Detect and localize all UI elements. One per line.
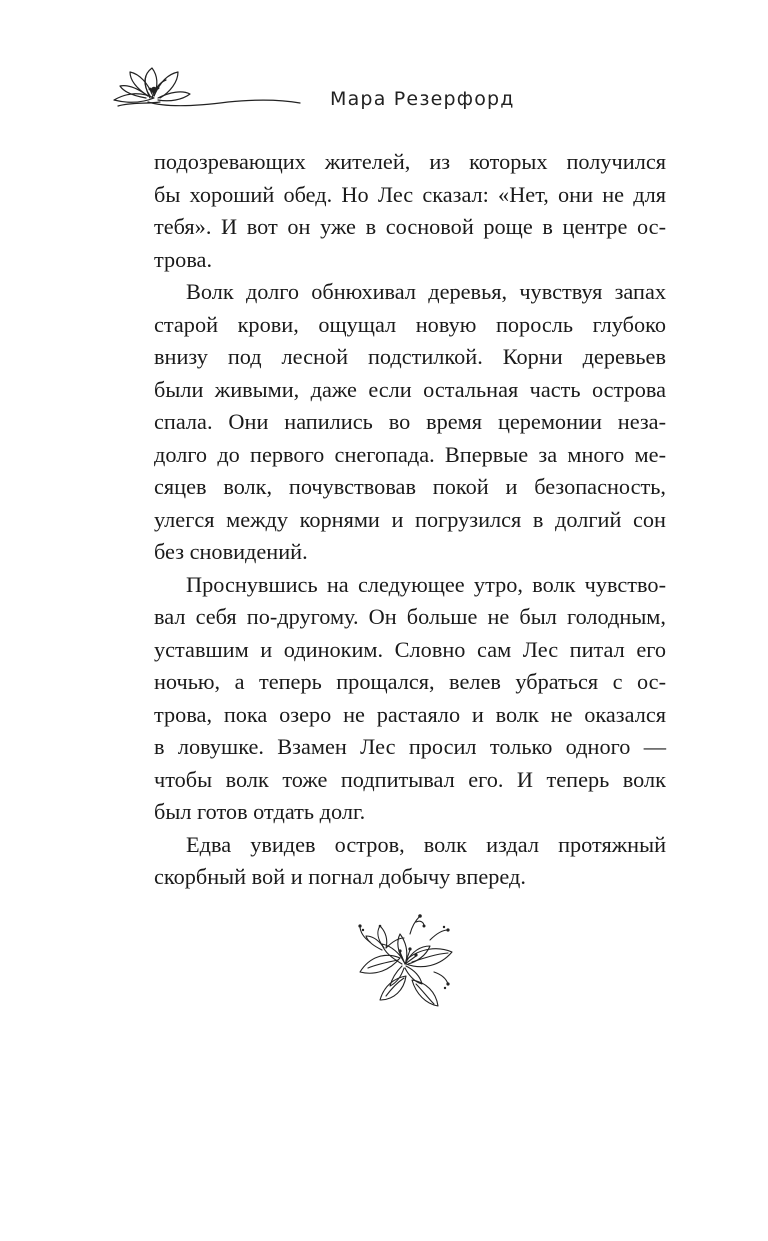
- text-line: чтобы волк тоже подпитывал его. И теперь волк: [154, 766, 666, 792]
- text-line: долго до первого снегопада. Впервые за много ме-: [154, 441, 666, 467]
- running-head: Мара Резерфорд: [330, 88, 515, 110]
- water-lily-icon: [108, 62, 308, 114]
- text-line: подозревающих жителей, из которых получился: [154, 149, 666, 174]
- text-line: трова, пока озеро не растаяло и волк не оказался: [154, 701, 666, 727]
- text-line: Проснувшись на следующее утро, волк чувство-: [186, 571, 666, 597]
- text-line: были живыми, даже если остальная часть острова: [154, 376, 666, 402]
- text-line: ночью, а теперь прощался, велев убраться с ос-: [154, 669, 666, 694]
- text-line: уставшим и одиноким. Словно сам Лес питал его: [154, 636, 666, 662]
- text-line: был готов отдать долг.: [154, 799, 366, 824]
- lily-bouquet-icon: [350, 912, 460, 1016]
- page-header: [108, 62, 668, 122]
- text-line: в ловушке. Взамен Лес просил только одного —: [154, 734, 666, 759]
- text-line: бы хороший обед. Но Лес сказал: «Нет, они не для: [154, 181, 666, 207]
- text-line: Едва увидев остров, волк издал протяжный: [186, 831, 666, 857]
- text-line: вал себя по-другому. Он больше не был голодным,: [154, 604, 666, 629]
- text-line: старой крови, ощущал новую поросль глубоко: [154, 311, 666, 337]
- text-line: скорбный вой и погнал добычу вперед.: [154, 864, 526, 889]
- text-line: внизу под лесной подстилкой. Корни деревьев: [154, 344, 666, 369]
- text-line: без сновидений.: [154, 539, 308, 564]
- text-line: сяцев волк, почувствовав покой и безопасность,: [154, 474, 666, 499]
- body-text: [154, 146, 666, 894]
- text-line: тебя». И вот он уже в сосновой роще в центре ос-: [154, 214, 666, 239]
- text-line: трова.: [154, 246, 213, 272]
- text-line: улегся между корнями и погрузился в долгий сон: [154, 506, 666, 532]
- text-line: Волк долго обнюхивал деревья, чувствуя запах: [186, 279, 666, 304]
- text-line: спала. Они напились во время церемонии неза-: [154, 409, 666, 434]
